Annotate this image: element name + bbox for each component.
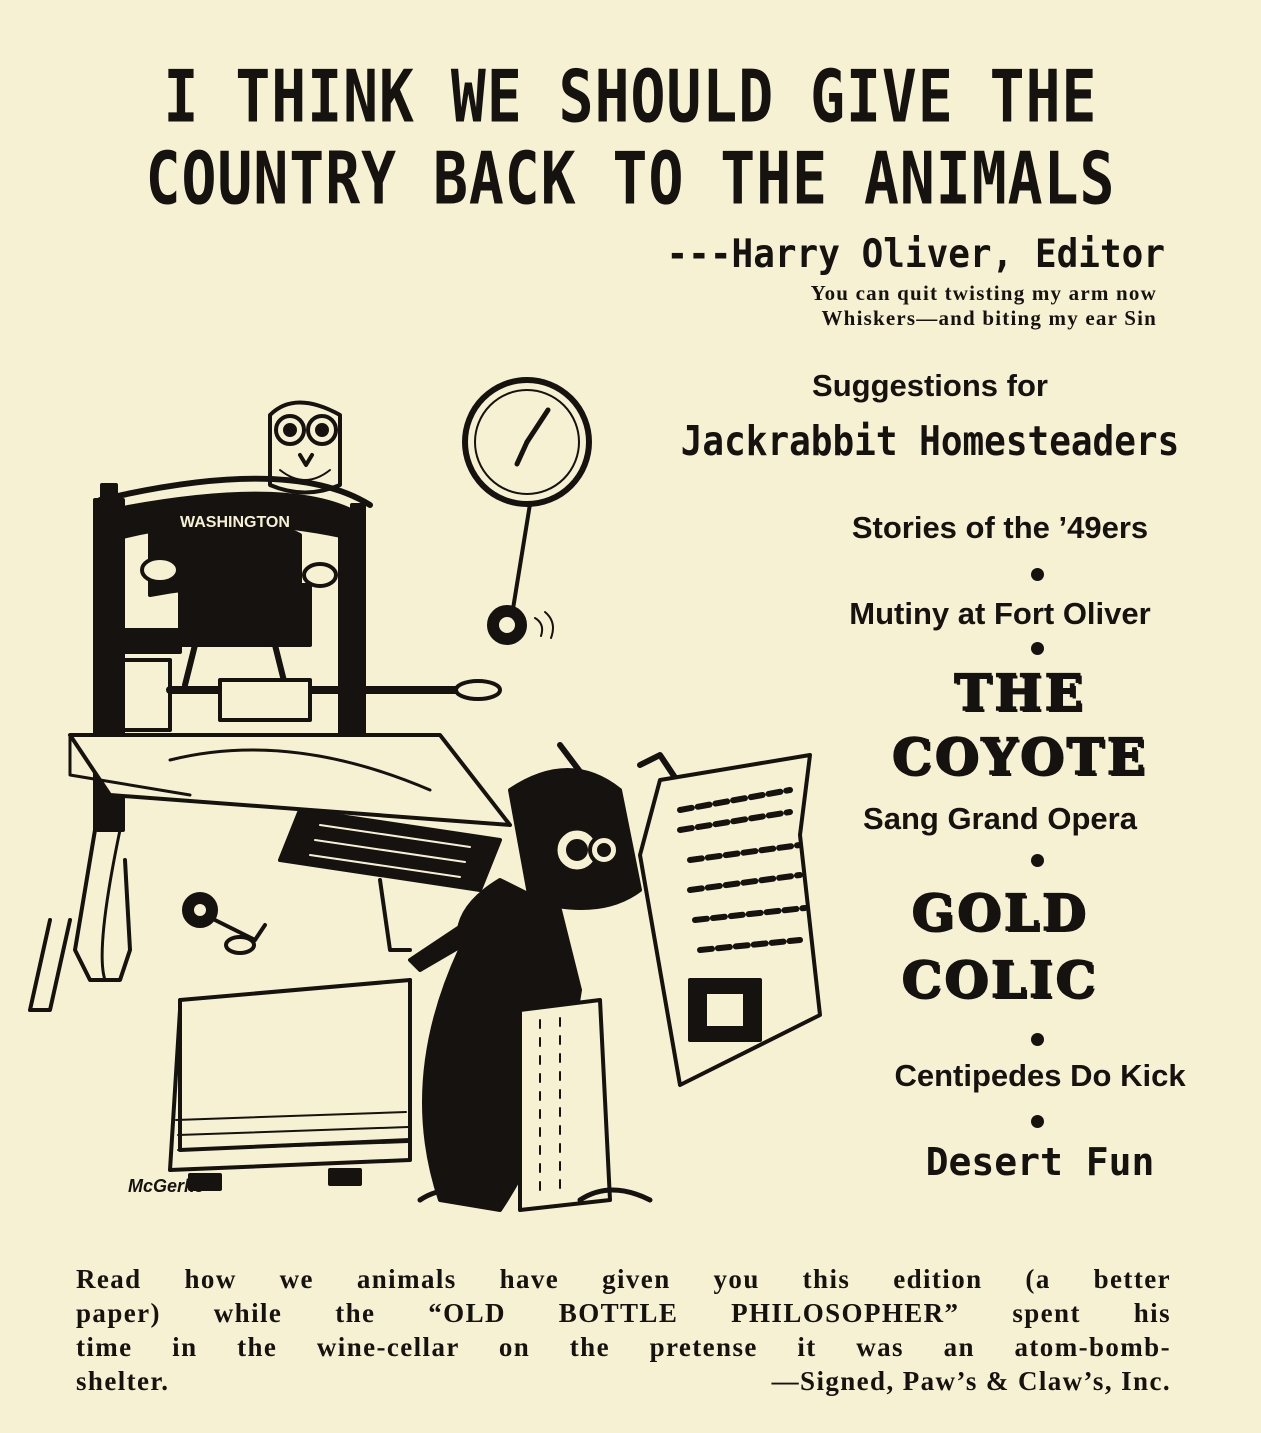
press-nameplate: WASHINGTON	[180, 514, 290, 531]
printing-press-illustration	[0, 360, 840, 1220]
printing-press	[30, 479, 510, 1010]
footer-line-2: paper) while the “OLD BOTTLE PHILOSOPHER” spent his	[76, 1298, 1171, 1328]
footer-line-4	[76, 1368, 1171, 1395]
footer-shelter-word: shelter.	[76, 1366, 170, 1396]
toc-item-grand-opera: Sang Grand Opera	[863, 801, 1137, 836]
toc-bullet	[1031, 568, 1044, 581]
suggestions-subheading: Jackrabbit Homesteaders	[680, 418, 1180, 466]
toc-item-49ers: Stories of the ’49ers	[851, 510, 1149, 545]
toc-bullet	[1031, 642, 1044, 655]
toc-item-gold: GOLD	[911, 883, 1089, 942]
footer-line-3: time in the wine-cellar on the pretense it was an atom-bomb-	[76, 1332, 1171, 1362]
headline-line-2: COUNTRY BACK TO THE ANIMALS	[145, 135, 1116, 221]
editor-note-line-2: Whiskers—and biting my ear Sin	[821, 306, 1157, 330]
byline: ---Harry Oliver, Editor	[666, 232, 1165, 278]
headline-line-1: I THINK WE SHOULD GIVE THE	[163, 53, 1098, 139]
editor-note-line-1: You can quit twisting my arm now	[810, 281, 1157, 305]
toc-item-mutiny: Mutiny at Fort Oliver	[849, 596, 1151, 631]
toc-item-the: THE	[954, 663, 1086, 722]
footer-line-1: Read how we animals have given you this edition (a better	[76, 1264, 1171, 1294]
toc-item-centipedes: Centipedes Do Kick	[894, 1058, 1186, 1093]
toc-bullet	[1031, 1033, 1044, 1046]
toc-item-colic: COLIC	[901, 950, 1099, 1009]
toc-item-coyote: COYOTE	[892, 727, 1148, 786]
clock-icon	[465, 380, 589, 643]
suggestions-heading: Suggestions for	[812, 368, 1048, 403]
toc-item-desert-fun: Desert Fun	[925, 1140, 1155, 1184]
paper-stack	[170, 980, 410, 1189]
toc-bullet	[1031, 1115, 1044, 1128]
toc-bullet	[1031, 854, 1044, 867]
artist-signature: McGerke	[128, 1176, 205, 1196]
footer-signature: —Signed, Paw’s & Claw’s, Inc.	[771, 1366, 1171, 1396]
